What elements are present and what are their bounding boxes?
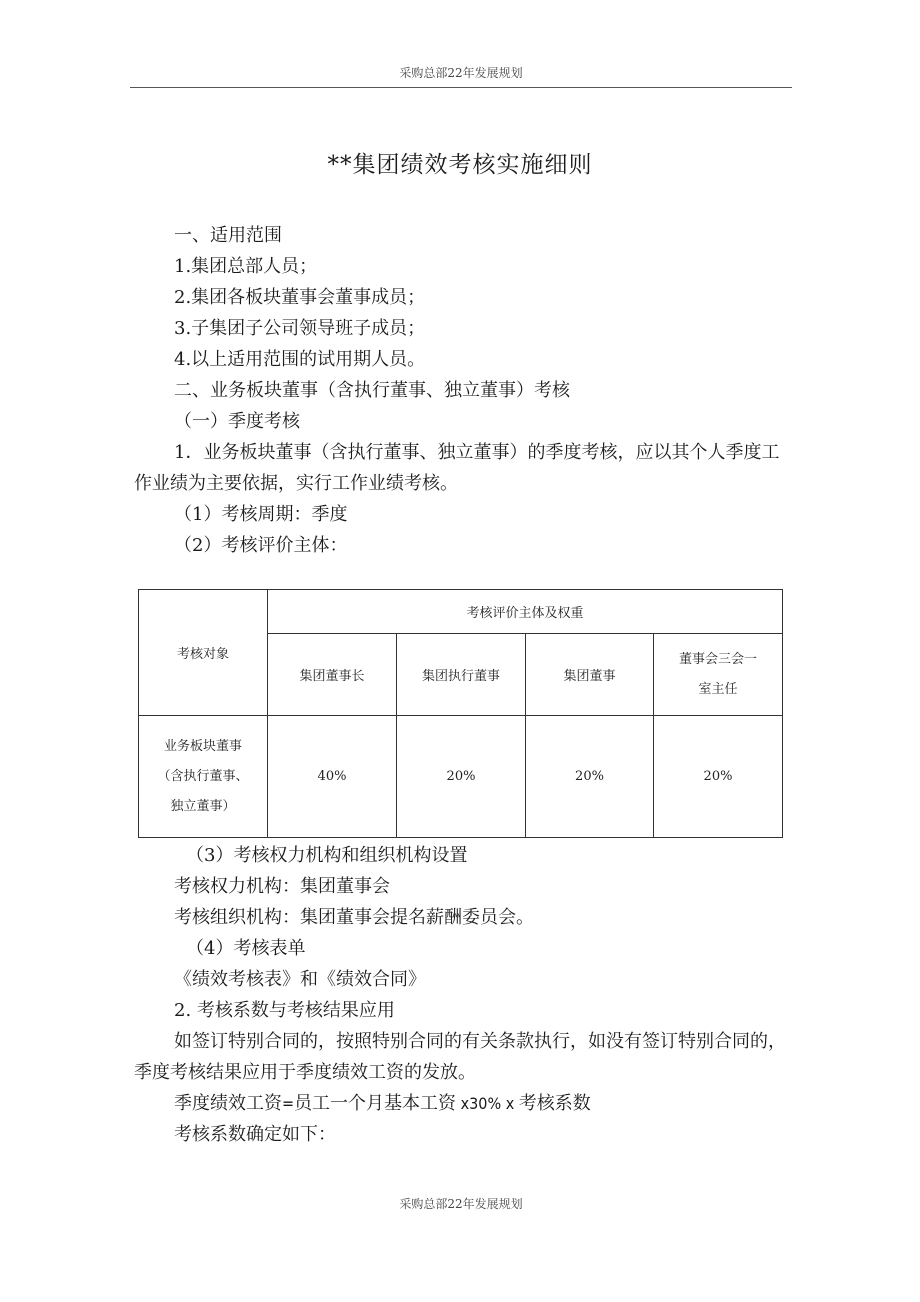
formula-text: 考核系数 (518, 1093, 591, 1114)
paragraph: 1．业务板块董事（含执行董事、独立董事）的季度考核，应以其个人季度工作业绩为主要依据，实行工作业绩考核。 (134, 442, 780, 494)
table-cell: 20% (397, 716, 526, 838)
text-line: 考核权力机构：集团董事会 (174, 876, 390, 897)
column-header: 集团执行董事 (397, 634, 526, 716)
column-header-line: 室主任 (698, 681, 738, 697)
table-group-header: 考核评价主体及权重 (268, 590, 783, 634)
document-title: **集团绩效考核实施细则 (327, 152, 593, 178)
body-lower (134, 840, 794, 1150)
row-header-line: （含执行董事、 (157, 768, 249, 784)
table-cell: 20% (654, 716, 783, 838)
list-item: （4）考核表单 (186, 938, 306, 959)
list-item: （3）考核权力机构和组织机构设置 (186, 845, 468, 866)
formula-equals: = (282, 1094, 295, 1113)
formula-line (134, 1088, 794, 1119)
column-header (654, 634, 783, 716)
list-item: （1）考核周期：季度 (174, 504, 348, 525)
table-cell: 20% (526, 716, 654, 838)
section1-heading: 一、适用范围 (174, 225, 282, 246)
list-item: 4.以上适用范围的试用期人员。 (174, 349, 426, 370)
row-header (139, 716, 268, 838)
evaluation-table (138, 589, 783, 838)
paragraph: 如签订特别合同的，按照特别合同的有关条款执行，如没有签订特别合同的，季度考核结果应用于季度绩效工资的发放。 (134, 1031, 786, 1083)
column-header: 集团董事长 (268, 634, 397, 716)
formula-percent: x30% x (456, 1094, 519, 1113)
list-item: 2.集团各板块董事会董事成员； (174, 287, 426, 308)
page-footer: 采购总部22年发展规划 (399, 1197, 523, 1211)
section2-heading: 二、业务板块董事（含执行董事、独立董事）考核 (174, 380, 570, 401)
row-header-line: 独立董事） (170, 798, 236, 814)
table-cell: 40% (268, 716, 397, 838)
page-header: 采购总部22年发展规划 (130, 64, 792, 88)
table-corner-header: 考核对象 (139, 590, 268, 716)
subsection-heading: 2. 考核系数与考核结果应用 (174, 1000, 395, 1021)
column-header-line: 董事会三会一 (678, 651, 757, 667)
text-line: 《绩效考核表》和《绩效合同》 (174, 969, 426, 990)
text-line: 考核组织机构：集团董事会提名薪酬委员会。 (174, 907, 534, 928)
list-item: （2）考核评价主体： (174, 535, 348, 556)
text-line: 考核系数确定如下： (174, 1124, 336, 1145)
body-upper (134, 220, 794, 561)
row-header-line: 业务板块董事 (163, 738, 242, 754)
subsection-heading: （一）季度考核 (174, 411, 300, 432)
list-item: 3.子集团子公司领导班子成员； (174, 318, 426, 339)
formula-text: 员工一个月基本工资 (294, 1093, 457, 1114)
list-item: 1.集团总部人员； (174, 256, 318, 277)
column-header: 集团董事 (526, 634, 654, 716)
evaluation-table-wrapper (138, 589, 783, 838)
formula-text: 季度绩效工资 (174, 1093, 282, 1114)
